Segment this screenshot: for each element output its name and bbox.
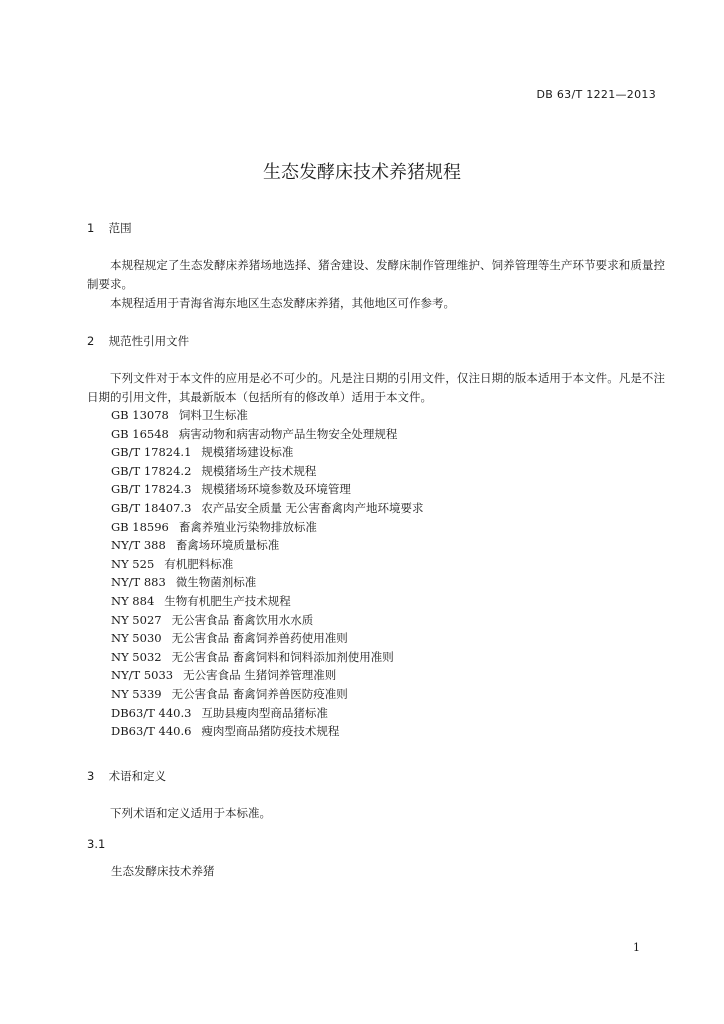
reference-name: 无公害食品 生猪饲养管理准则 (183, 668, 337, 683)
standard-code: DB 63/T 1221—2013 (536, 88, 656, 101)
section-3-title: 术语和定义 (108, 769, 167, 783)
reference-code: NY 5032 (111, 649, 162, 664)
reference-name: 规模猪场建设标准 (201, 445, 294, 460)
list-item (111, 592, 424, 611)
reference-code: NY 884 (111, 593, 155, 608)
reference-name: 生物有机肥生产技术规程 (164, 593, 291, 608)
list-item (111, 480, 424, 499)
reference-code: GB 18596 (111, 519, 169, 534)
reference-code: GB/T 18407.3 (111, 500, 192, 515)
terms-intro: 下列术语和定义适用于本标准。 (110, 806, 271, 820)
subsection-number: 3.1 (87, 837, 106, 851)
reference-name: 瘦肉型商品猪防疫技术规程 (201, 724, 340, 739)
list-item (111, 518, 424, 537)
term-title: 生态发酵床技术养猪 (111, 864, 215, 878)
reference-code: DB63/T 440.3 (111, 705, 192, 720)
scope-paragraph-1: 本规程规定了生态发酵床养猪场地选择、猪舍建设、发酵床制作管理维护、饲养管理等生产环节要求和质量控制要求。 (87, 258, 665, 291)
reference-code: NY 5027 (111, 612, 162, 627)
list-item (111, 573, 424, 592)
reference-name: 畜禽场环境质量标准 (175, 538, 280, 553)
section-3-heading (87, 768, 166, 784)
list-item (111, 704, 424, 723)
list-item (111, 555, 424, 574)
list-item (111, 666, 424, 685)
list-item (111, 406, 424, 425)
list-item (111, 685, 424, 704)
reference-name: 畜禽养殖业污染物排放标准 (178, 519, 317, 534)
reference-code: DB63/T 440.6 (111, 724, 192, 739)
reference-name: 规模猪场生产技术规程 (201, 463, 317, 478)
reference-code: NY/T 388 (111, 538, 166, 553)
normative-intro: 下列文件对于本文件的应用是必不可少的。凡是注日期的引用文件，仅注日期的版本适用于本文件。凡是不注日期的引用文件，其最新版本（包括所有的修改单）适用于本文件。 (87, 371, 665, 404)
section-1-heading (87, 220, 132, 236)
reference-name: 微生物菌剂标准 (175, 575, 257, 590)
reference-code: GB/T 17824.2 (111, 463, 192, 478)
reference-code: GB 13078 (111, 408, 169, 422)
reference-code: GB/T 17824.3 (111, 482, 192, 497)
reference-list (111, 406, 424, 741)
document-title: 生态发酵床技术养猪规程 (263, 162, 461, 183)
reference-name: 互助县瘦肉型商品猪标准 (201, 705, 328, 720)
list-item (111, 629, 424, 648)
section-2-number: 2 (87, 334, 95, 348)
section-2-heading (87, 333, 189, 349)
page-number: 1 (633, 941, 640, 954)
reference-code: GB 16548 (111, 426, 169, 441)
reference-code: GB/T 17824.1 (111, 445, 192, 460)
reference-code: NY 5030 (111, 631, 162, 646)
list-item (111, 462, 424, 481)
reference-name: 农产品安全质量 无公害畜禽肉产地环境要求 (201, 500, 424, 515)
list-item (111, 722, 424, 741)
section-2-title: 规范性引用文件 (108, 334, 190, 348)
reference-code: NY 525 (111, 556, 155, 571)
reference-name: 饲料卫生标准 (178, 408, 248, 422)
reference-name: 无公害食品 畜禽饲料和饲料添加剂使用准则 (171, 649, 394, 664)
scope-paragraph-2: 本规程适用于青海省海东地区生态发酵床养猪，其他地区可作参考。 (110, 296, 455, 310)
reference-name: 有机肥料标准 (164, 556, 234, 571)
list-item (111, 425, 424, 444)
list-item (111, 443, 424, 462)
list-item (111, 648, 424, 667)
reference-code: NY/T 883 (111, 575, 166, 590)
reference-name: 病害动物和病害动物产品生物安全处理规程 (178, 426, 398, 441)
reference-code: NY/T 5033 (111, 668, 174, 683)
section-1-title: 范围 (108, 221, 132, 235)
reference-name: 无公害食品 畜禽饲养兽医防疫准则 (171, 686, 348, 701)
reference-name: 无公害食品 畜禽饲养兽药使用准则 (171, 631, 348, 646)
reference-code: NY 5339 (111, 686, 162, 701)
reference-name: 无公害食品 畜禽饮用水水质 (171, 612, 314, 627)
reference-name: 规模猪场环境参数及环境管理 (201, 482, 351, 497)
list-item (111, 499, 424, 518)
section-1-number: 1 (87, 221, 95, 235)
list-item (111, 536, 424, 555)
list-item (111, 611, 424, 630)
section-3-number: 3 (87, 769, 95, 783)
